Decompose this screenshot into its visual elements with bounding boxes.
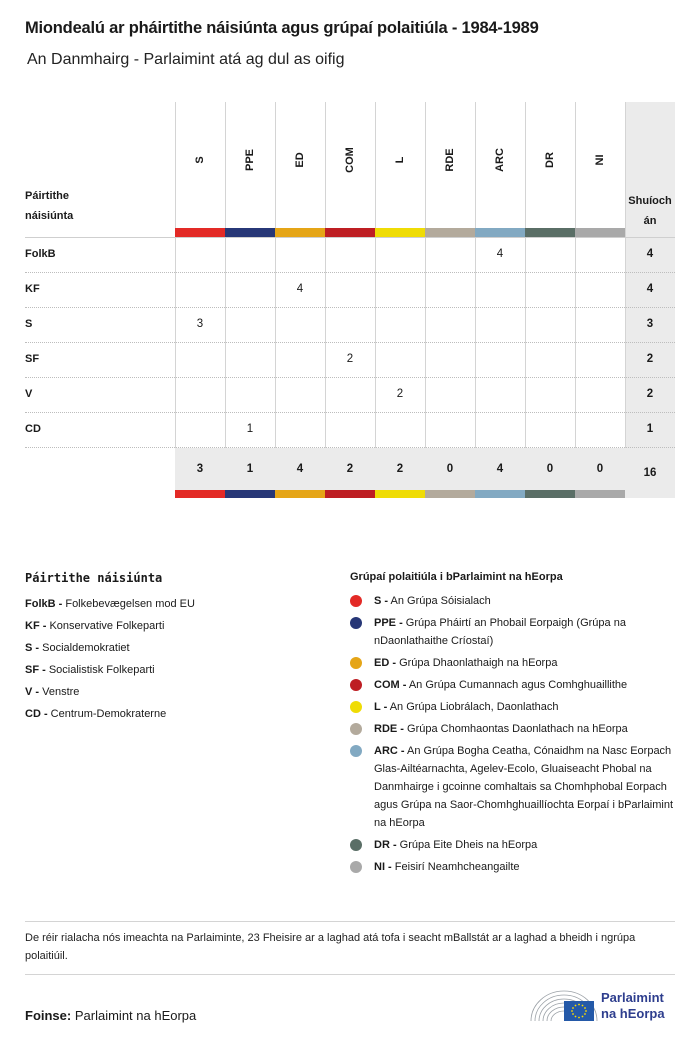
seat-cell bbox=[325, 412, 375, 447]
party-abbr: KF - bbox=[25, 620, 47, 632]
seat-cell bbox=[175, 342, 225, 377]
seat-cell bbox=[425, 307, 475, 342]
party-name: Socialdemokratiet bbox=[42, 642, 130, 654]
seat-cell bbox=[575, 342, 625, 377]
group-color-bar bbox=[425, 490, 475, 498]
group-header-l bbox=[375, 102, 425, 228]
group-color-bar bbox=[375, 490, 425, 498]
row-divider bbox=[25, 447, 675, 448]
group-name: An Grúpa Liobrálach, Daonlathach bbox=[389, 701, 559, 713]
seat-cell bbox=[225, 342, 275, 377]
party-legend-item bbox=[25, 593, 325, 615]
group-header-label: COM bbox=[344, 147, 356, 173]
group-color-bar bbox=[325, 228, 375, 237]
group-color-dot-icon bbox=[350, 839, 362, 851]
seat-distribution-table bbox=[25, 102, 675, 498]
political-groups-legend-title: Grúpaí polaitiúla i bParlaimint na hEorpa bbox=[350, 571, 563, 583]
party-legend-item bbox=[25, 703, 325, 725]
seat-cell bbox=[325, 377, 375, 412]
group-legend-item bbox=[350, 858, 680, 876]
group-color-bar bbox=[175, 490, 225, 498]
group-abbr: S - bbox=[374, 595, 389, 607]
political-groups-legend bbox=[350, 571, 680, 880]
seat-cell bbox=[575, 377, 625, 412]
seat-cell: 2 bbox=[396, 388, 404, 400]
group-abbr: NI - bbox=[374, 861, 392, 873]
group-color-bar bbox=[525, 228, 575, 237]
seat-cell bbox=[475, 377, 525, 412]
row-total: 2 bbox=[646, 388, 654, 400]
group-abbr: PPE - bbox=[374, 617, 403, 629]
group-legend-item bbox=[350, 720, 680, 738]
party-row-label: V bbox=[25, 388, 33, 400]
seat-cell: 3 bbox=[196, 318, 204, 330]
party-column-header: Páirtithe náisiúnta bbox=[25, 190, 74, 222]
group-color-dot-icon bbox=[350, 657, 362, 669]
group-abbr: ARC - bbox=[374, 745, 405, 757]
seat-cell bbox=[425, 377, 475, 412]
party-row-label: S bbox=[25, 318, 33, 330]
party-legend-item bbox=[25, 681, 325, 703]
group-legend-item bbox=[350, 836, 680, 854]
row-total: 2 bbox=[646, 353, 654, 365]
seat-cell bbox=[175, 377, 225, 412]
seat-cell bbox=[275, 342, 325, 377]
seat-cell bbox=[575, 237, 625, 272]
seat-cell bbox=[525, 237, 575, 272]
group-color-bar bbox=[225, 228, 275, 237]
group-color-bar bbox=[225, 490, 275, 498]
group-color-bar bbox=[425, 228, 475, 237]
group-legend-item bbox=[350, 592, 680, 610]
party-name: Socialistisk Folkeparti bbox=[48, 664, 155, 676]
group-header-ppe bbox=[225, 102, 275, 228]
seat-cell bbox=[275, 377, 325, 412]
party-row-label: SF bbox=[25, 353, 40, 365]
seat-cell bbox=[575, 307, 625, 342]
seat-cell bbox=[225, 272, 275, 307]
group-name: Feisirí Neamhcheangailte bbox=[394, 861, 520, 873]
party-legend-item bbox=[25, 637, 325, 659]
party-abbr: SF - bbox=[25, 664, 46, 676]
seat-cell bbox=[425, 342, 475, 377]
row-total: 3 bbox=[646, 318, 654, 330]
group-legend-item bbox=[350, 614, 680, 650]
group-color-dot-icon bbox=[350, 723, 362, 735]
party-name: Folkebevægelsen mod EU bbox=[65, 598, 195, 610]
page-subtitle: An Danmhairg - Parlaimint atá ag dul as oifig bbox=[27, 51, 345, 68]
logo-text-line2: na hEorpa bbox=[601, 1006, 665, 1021]
seat-cell bbox=[225, 237, 275, 272]
group-color-bar bbox=[525, 490, 575, 498]
seat-cell bbox=[325, 307, 375, 342]
national-parties-legend-title: Páirtithe náisiúnta bbox=[25, 571, 163, 585]
seat-cell bbox=[525, 342, 575, 377]
party-row-label: CD bbox=[25, 423, 41, 435]
seat-cell bbox=[575, 412, 625, 447]
party-abbr: S - bbox=[25, 642, 40, 654]
seat-cell bbox=[525, 377, 575, 412]
group-header-label: S bbox=[194, 156, 206, 164]
group-total: 0 bbox=[446, 463, 454, 475]
group-header-label: ED bbox=[294, 152, 306, 168]
group-name: Grúpa Eite Dheis na hEorpa bbox=[399, 839, 538, 851]
seat-cell bbox=[475, 272, 525, 307]
row-total: 4 bbox=[646, 248, 654, 260]
seat-cell bbox=[525, 307, 575, 342]
group-total: 0 bbox=[546, 463, 554, 475]
seat-cell bbox=[475, 412, 525, 447]
group-color-bar bbox=[325, 490, 375, 498]
group-total: 4 bbox=[496, 463, 504, 475]
party-row-label: FolkB bbox=[25, 248, 56, 260]
group-header-label: ARC bbox=[494, 148, 506, 172]
seat-cell bbox=[475, 307, 525, 342]
group-name: An Grúpa Cumannach agus Comhghuaillithe bbox=[408, 679, 628, 691]
group-legend-item bbox=[350, 698, 680, 716]
group-header-rde bbox=[425, 102, 475, 228]
divider bbox=[25, 921, 675, 922]
group-legend-item bbox=[350, 742, 680, 832]
group-color-bar bbox=[375, 228, 425, 237]
divider bbox=[25, 974, 675, 975]
seat-cell bbox=[175, 272, 225, 307]
seat-cell bbox=[175, 237, 225, 272]
party-abbr: CD - bbox=[25, 708, 48, 720]
seat-cell bbox=[175, 412, 225, 447]
party-row-label: KF bbox=[25, 283, 40, 295]
seat-cell bbox=[525, 412, 575, 447]
logo-text-line1: Parlaimint bbox=[601, 990, 664, 1005]
source-label: Foinse: bbox=[25, 1008, 72, 1023]
group-total: 4 bbox=[296, 463, 304, 475]
seat-cell bbox=[425, 272, 475, 307]
group-abbr: L - bbox=[374, 701, 388, 713]
group-header-dr bbox=[525, 102, 575, 228]
group-header-label: RDE bbox=[444, 148, 456, 172]
group-color-dot-icon bbox=[350, 701, 362, 713]
group-color-bar bbox=[575, 228, 625, 237]
seat-cell: 4 bbox=[296, 283, 304, 295]
seat-cell bbox=[575, 272, 625, 307]
group-header-label: L bbox=[394, 156, 406, 164]
group-color-dot-icon bbox=[350, 861, 362, 873]
group-color-bar bbox=[475, 228, 525, 237]
rules-note: De réir rialacha nós imeachta na Parlaiminte, 23 Fheisire ar a laghad atá tofa i seacht mBallstát ar a laghad a bheidh i ngrúpa polaitiúil. bbox=[25, 932, 636, 962]
group-color-dot-icon bbox=[350, 617, 362, 629]
group-legend-item bbox=[350, 676, 680, 694]
source-value: Parlaimint na hEorpa bbox=[74, 1008, 197, 1023]
seat-cell bbox=[375, 237, 425, 272]
national-parties-legend bbox=[25, 571, 325, 725]
logo-text bbox=[601, 990, 665, 1022]
party-legend-item bbox=[25, 659, 325, 681]
seat-cell bbox=[425, 412, 475, 447]
group-color-dot-icon bbox=[350, 595, 362, 607]
seat-cell: 2 bbox=[346, 353, 354, 365]
party-legend-item bbox=[25, 615, 325, 637]
source-line bbox=[25, 1008, 196, 1023]
seats-column-header: Shuíoch án bbox=[628, 195, 672, 227]
group-name: Grúpa Dhaonlathaigh na hEorpa bbox=[399, 657, 558, 669]
group-total: 1 bbox=[246, 463, 254, 475]
grand-total: 16 bbox=[643, 467, 657, 479]
seat-cell bbox=[475, 342, 525, 377]
row-total: 4 bbox=[646, 283, 654, 295]
group-abbr: COM - bbox=[374, 679, 407, 691]
group-header-com bbox=[325, 102, 375, 228]
seat-cell bbox=[275, 412, 325, 447]
group-total: 2 bbox=[346, 463, 354, 475]
page-title: Miondealú ar pháirtithe náisiúnta agus grúpaí polaitiúla - 1984-1989 bbox=[25, 19, 539, 37]
seat-cell: 1 bbox=[246, 423, 254, 435]
seat-cell bbox=[225, 307, 275, 342]
seat-cell bbox=[375, 272, 425, 307]
group-total: 3 bbox=[196, 463, 204, 475]
seat-cell bbox=[325, 272, 375, 307]
party-name: Venstre bbox=[42, 686, 80, 698]
group-color-bar bbox=[275, 228, 325, 237]
group-header-ed bbox=[275, 102, 325, 228]
group-legend-item bbox=[350, 654, 680, 672]
group-name: An Grúpa Sóisialach bbox=[390, 595, 491, 607]
group-header-ni bbox=[575, 102, 625, 228]
seat-cell bbox=[375, 307, 425, 342]
group-name: An Grúpa Bogha Ceatha, Cónaidhm na Nasc Eorpach Glas-Ailtéarnachta, Agelev-Ecolo, Gluaiseacht Phobal na Danmhairge i gcoinne comhaltais sa Chomhphobal Eorpach agus Grúpa na Saor-Chomhghuaillíochta Eorpaí i bParlaimint na hEorpa bbox=[374, 745, 673, 829]
group-color-dot-icon bbox=[350, 745, 362, 757]
group-header-label: DR bbox=[544, 152, 556, 168]
group-header-s bbox=[175, 102, 225, 228]
group-color-bar bbox=[475, 490, 525, 498]
seat-cell bbox=[275, 307, 325, 342]
group-total: 0 bbox=[596, 463, 604, 475]
seat-cell bbox=[425, 237, 475, 272]
group-name: Grúpa Chomhaontas Daonlathach na hEorpa bbox=[407, 723, 628, 735]
party-name: Konservative Folkeparti bbox=[49, 620, 165, 632]
seat-cell bbox=[225, 377, 275, 412]
group-header-arc bbox=[475, 102, 525, 228]
group-header-label: PPE bbox=[244, 148, 256, 172]
row-total: 1 bbox=[646, 423, 654, 435]
seat-cell: 4 bbox=[496, 248, 504, 260]
seat-cell bbox=[525, 272, 575, 307]
group-color-bar bbox=[575, 490, 625, 498]
group-color-bar bbox=[175, 228, 225, 237]
seat-cell bbox=[275, 237, 325, 272]
group-header-label: NI bbox=[594, 154, 606, 166]
group-color-dot-icon bbox=[350, 679, 362, 691]
group-name: Grúpa Pháirtí an Phobail Eorpaigh (Grúpa na nDaonlathaithe Críostaí) bbox=[374, 617, 626, 647]
group-color-bar bbox=[275, 490, 325, 498]
group-abbr: ED - bbox=[374, 657, 396, 669]
group-abbr: RDE - bbox=[374, 723, 404, 735]
seat-cell bbox=[375, 412, 425, 447]
group-abbr: DR - bbox=[374, 839, 397, 851]
party-abbr: V - bbox=[25, 686, 40, 698]
party-abbr: FolkB - bbox=[25, 598, 63, 610]
seat-cell bbox=[325, 237, 375, 272]
seat-cell bbox=[375, 342, 425, 377]
party-name: Centrum-Demokraterne bbox=[50, 708, 167, 720]
group-total: 2 bbox=[396, 463, 404, 475]
